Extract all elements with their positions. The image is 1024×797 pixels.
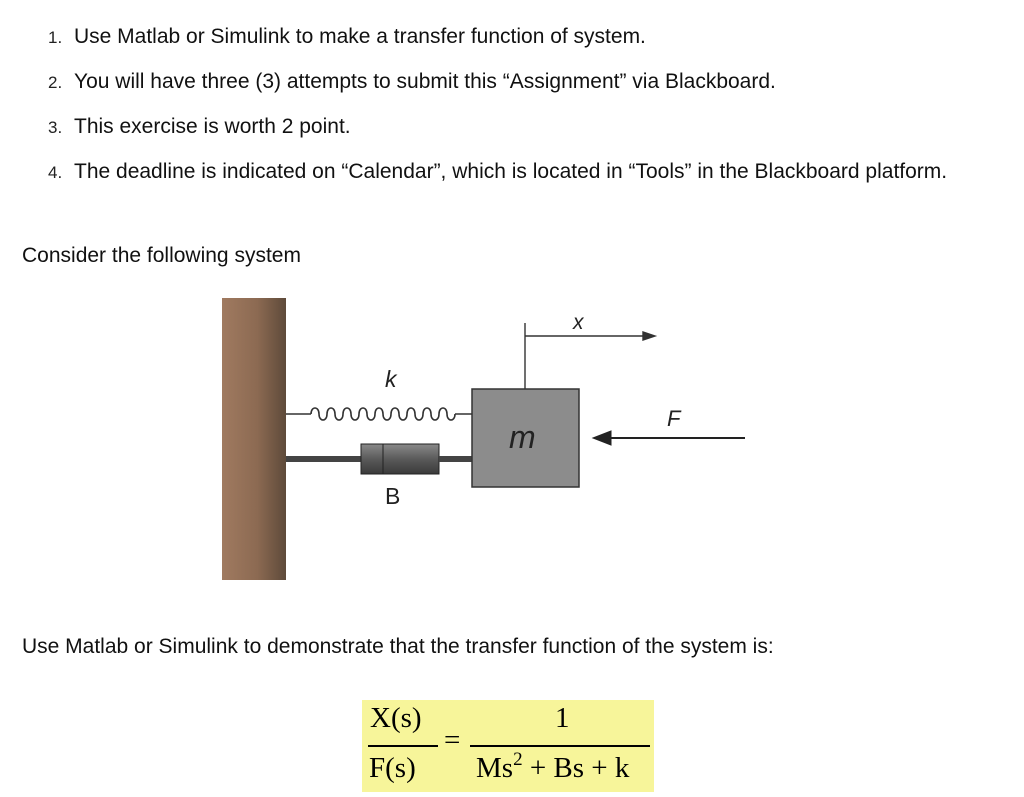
displacement-arrow [525, 323, 655, 389]
equals-sign: = [444, 724, 461, 756]
label-k: k [385, 366, 397, 392]
list-text: This exercise is worth 2 point. [74, 115, 351, 138]
list-number: 4. [48, 163, 63, 182]
label-B: B [385, 483, 401, 509]
demo-text: Use Matlab or Simulink to demonstrate that the transfer function of the system is: [22, 635, 774, 658]
list-number: 2. [48, 73, 63, 92]
transfer-function-formula [362, 700, 654, 792]
list-text: Use Matlab or Simulink to make a transfer function of system. [74, 25, 646, 48]
label-m: m [509, 419, 536, 455]
lhs-denominator: F(s) [369, 752, 416, 784]
label-F: F [667, 406, 681, 431]
spring [286, 408, 472, 420]
rhs-denominator [476, 749, 630, 785]
list-text: The deadline is indicated on “Calendar”, which is located in “Tools” in the Blackboard platform. [74, 160, 948, 183]
rhs-numerator: 1 [555, 702, 570, 734]
list-number: 1. [48, 28, 63, 47]
denominator-exponent: 2 [513, 749, 523, 770]
lhs-fraction-bar [368, 745, 438, 747]
rhs-fraction-bar [470, 745, 650, 747]
list-text: You will have three (3) attempts to submit this “Assignment” via Blackboard. [74, 70, 776, 93]
denominator-rest: + Bs + k [522, 752, 630, 784]
wall [222, 298, 286, 580]
intro-text: Consider the following system [22, 244, 301, 267]
force-arrow [593, 431, 745, 445]
denominator-term-ms: Ms [476, 752, 514, 784]
mass-spring-damper-diagram [215, 290, 775, 590]
damper [286, 444, 472, 474]
lhs-numerator: X(s) [370, 702, 422, 734]
label-x: x [573, 311, 584, 334]
list-number: 3. [48, 118, 63, 137]
